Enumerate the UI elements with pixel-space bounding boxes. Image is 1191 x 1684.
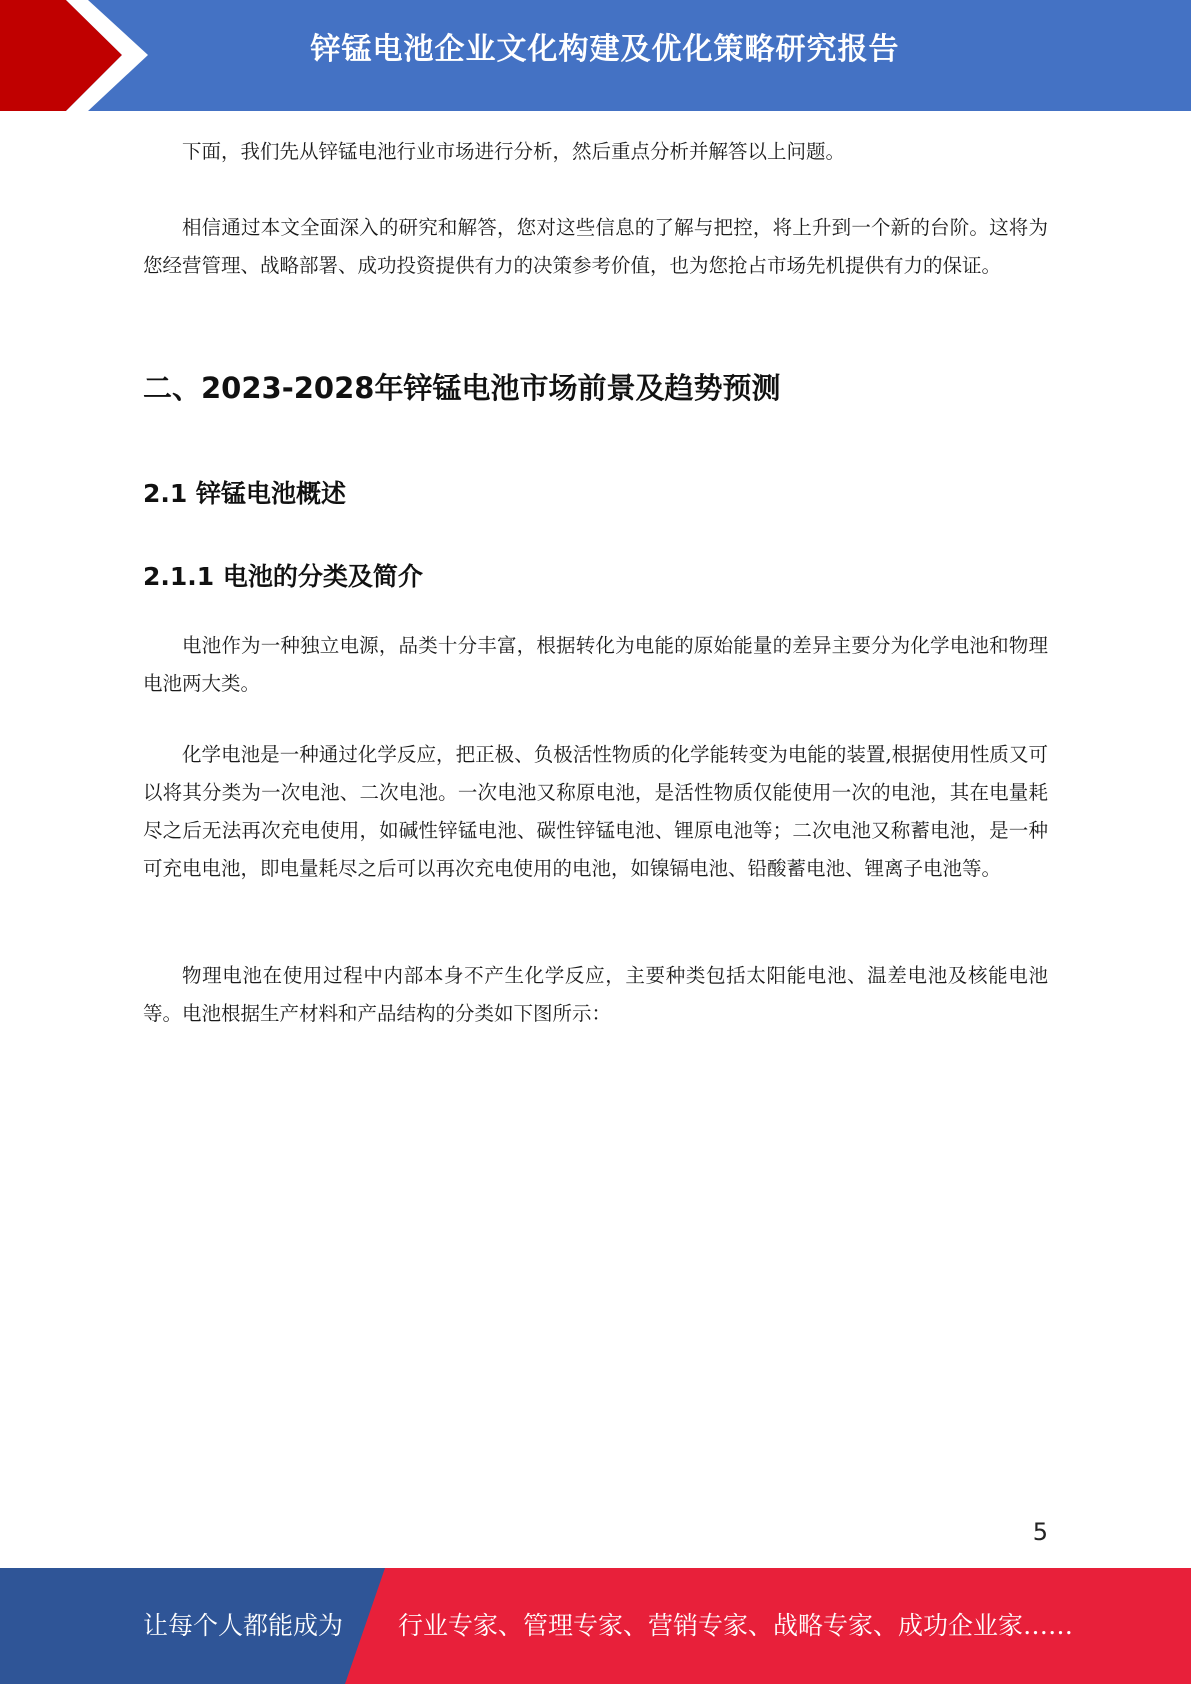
report-title: 锌锰电池企业文化构建及优化策略研究报告 — [310, 32, 900, 67]
section-heading: 二、2023-2028年锌锰电池市场前景及趋势预测 — [143, 371, 781, 405]
intro-paragraph-1: 下面，我们先从锌锰电池行业市场进行分析，然后重点分析并解答以上问题。 — [182, 140, 846, 163]
header-arrow-decoration — [0, 0, 160, 111]
body-paragraph-3: 物理电池在使用过程中内部本身不产生化学反应，主要种类包括太阳能电池、温差电池及核能电池等。电池根据生产材料和产品结构的分类如下图所示： — [143, 964, 1048, 1025]
footer-slogan-left: 让每个人都能成为 — [143, 1611, 344, 1640]
footer-slogan-right: 行业专家、管理专家、营销专家、战略专家、成功企业家…… — [398, 1611, 1074, 1640]
footer-banner — [0, 1568, 1191, 1684]
page-number: 5 — [1032, 1518, 1048, 1546]
body-paragraph-2: 化学电池是一种通过化学反应，把正极、负极活性物质的化学能转变为电能的装置,根据使用性质又可以将其分类为一次电池、二次电池。一次电池又称原电池，是活性物质仅能使用一次的电池，其在电量耗尽之后无法再次充电使用，如碱性锌锰电池、碳性锌锰电池、锂原电池等；二次电池又称蓄电池，是一种可充电电池，即电量耗尽之后可以再次充电使用的电池，如镍镉电池、铅酸蓄电池、锂离子电池等。 — [143, 743, 1048, 880]
subsubsection-heading: 2.1.1 电池的分类及简介 — [143, 562, 423, 591]
header-banner — [0, 0, 1191, 111]
body-paragraph-1: 电池作为一种独立电源，品类十分丰富，根据转化为电能的原始能量的差异主要分为化学电池和物理电池两大类。 — [143, 634, 1048, 695]
subsection-heading: 2.1 锌锰电池概述 — [143, 479, 346, 508]
intro-paragraph-2: 相信通过本文全面深入的研究和解答，您对这些信息的了解与把控，将上升到一个新的台阶。这将为您经营管理、战略部署、成功投资提供有力的决策参考价值，也为您抢占市场先机提供有力的保证。 — [143, 216, 1048, 277]
